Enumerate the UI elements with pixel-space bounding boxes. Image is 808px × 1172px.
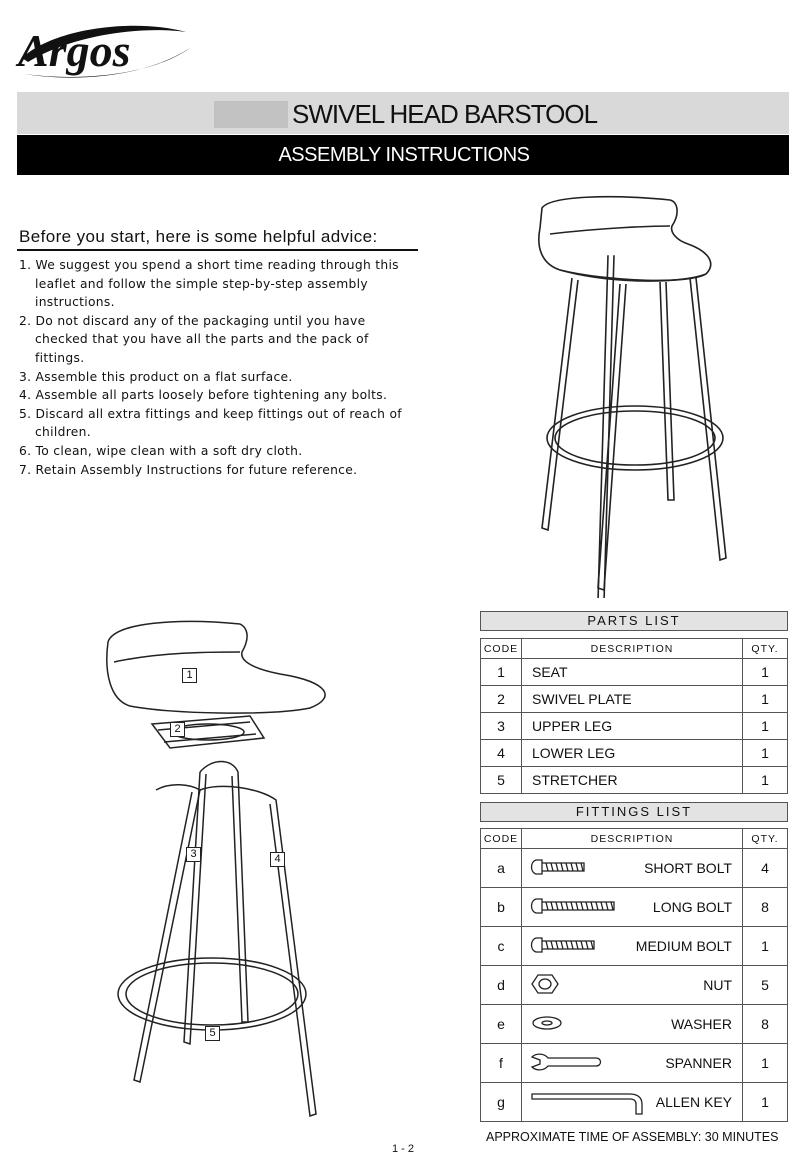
title-redaction xyxy=(214,101,288,128)
part-description: STRETCHER xyxy=(522,767,743,794)
short-bolt-icon xyxy=(530,854,590,880)
part-code: 3 xyxy=(481,713,522,740)
advice-item: 7. Retain Assembly Instructions for future reference. xyxy=(19,462,358,477)
fitting-qty: 1 xyxy=(743,1044,788,1083)
part-description: SWIVEL PLATE xyxy=(522,686,743,713)
fitting-code: c xyxy=(481,927,522,966)
advice-item: 5. Discard all extra fittings and keep fittings out of reach of children. xyxy=(19,406,402,440)
part-qty: 1 xyxy=(743,740,788,767)
part-description: UPPER LEG xyxy=(522,713,743,740)
washer-icon xyxy=(530,1010,564,1036)
fitting-description-cell xyxy=(522,927,743,966)
fitting-description: ALLEN KEY xyxy=(655,1094,732,1110)
fitting-qty: 8 xyxy=(743,1005,788,1044)
part-qty: 1 xyxy=(743,767,788,794)
fitting-description-cell xyxy=(522,1044,743,1083)
fitting-description-cell xyxy=(522,849,743,888)
logo-text: Argos xyxy=(18,25,131,76)
fitting-code: f xyxy=(481,1044,522,1083)
table-row xyxy=(481,1005,788,1044)
fitting-code: d xyxy=(481,966,522,1005)
fitting-description-cell xyxy=(522,1005,743,1044)
diagram-label-1: 1 xyxy=(182,668,197,683)
header-description: DESCRIPTION xyxy=(522,829,743,849)
fitting-description: SPANNER xyxy=(665,1055,732,1071)
part-code: 2 xyxy=(481,686,522,713)
diagram-label-2: 2 xyxy=(170,722,185,737)
page-subtitle: ASSEMBLY INSTRUCTIONS xyxy=(278,144,530,166)
table-row xyxy=(481,966,788,1005)
assembly-time: APPROXIMATE TIME OF ASSEMBLY: 30 MINUTES xyxy=(486,1130,779,1144)
parts-list-header xyxy=(481,639,788,659)
part-qty: 1 xyxy=(743,713,788,740)
page-number: 1 - 2 xyxy=(392,1143,415,1155)
long-bolt-icon xyxy=(530,893,620,919)
fitting-code: e xyxy=(481,1005,522,1044)
fitting-description: LONG BOLT xyxy=(652,899,732,915)
advice-item: 4. Assemble all parts loosely before tightening any bolts. xyxy=(19,388,388,403)
part-code: 5 xyxy=(481,767,522,794)
part-description: LOWER LEG xyxy=(522,740,743,767)
table-row xyxy=(481,927,788,966)
header-code: CODE xyxy=(481,829,522,849)
fitting-description-cell xyxy=(522,888,743,927)
advice-item: 3. Assemble this product on a flat surface. xyxy=(19,369,293,384)
assembled-stool-illustration xyxy=(520,188,770,598)
fitting-qty: 8 xyxy=(743,888,788,927)
table-row xyxy=(481,849,788,888)
advice-heading: Before you start, here is some helpful advice: xyxy=(19,227,378,246)
diagram-label-4: 4 xyxy=(270,852,285,867)
parts-list-table xyxy=(480,638,788,794)
fitting-qty: 5 xyxy=(743,966,788,1005)
advice-list xyxy=(19,256,419,479)
fitting-description: MEDIUM BOLT xyxy=(635,938,732,954)
allen-key-icon xyxy=(530,1088,650,1118)
fitting-qty: 4 xyxy=(743,849,788,888)
part-description: SEAT xyxy=(522,659,743,686)
advice-item: 2. Do not discard any of the packaging until you have checked that you have all the parts and the pack of fittings. xyxy=(19,313,369,365)
part-qty: 1 xyxy=(743,686,788,713)
fitting-description: NUT xyxy=(703,977,732,993)
table-row xyxy=(481,713,788,740)
diagram-label-5: 5 xyxy=(205,1026,220,1041)
header-qty: QTY. xyxy=(743,829,788,849)
part-code: 4 xyxy=(481,740,522,767)
page-title: SWIVEL HEAD BARSTOOL xyxy=(292,99,598,129)
fitting-description: SHORT BOLT xyxy=(644,860,732,876)
table-row xyxy=(481,740,788,767)
table-row xyxy=(481,1083,788,1122)
fitting-description-cell xyxy=(522,1083,743,1122)
table-row xyxy=(481,767,788,794)
parts-list-title: PARTS LIST xyxy=(480,611,788,631)
exploded-diagram xyxy=(100,612,340,1132)
medium-bolt-icon xyxy=(530,932,600,958)
header-description: DESCRIPTION xyxy=(522,639,743,659)
fitting-description-cell xyxy=(522,966,743,1005)
fitting-code: g xyxy=(481,1083,522,1122)
fitting-code: a xyxy=(481,849,522,888)
fitting-qty: 1 xyxy=(743,1083,788,1122)
fittings-list-title: FITTINGS LIST xyxy=(480,802,788,822)
fitting-description: WASHER xyxy=(671,1016,732,1032)
table-row xyxy=(481,1044,788,1083)
nut-icon xyxy=(530,971,560,997)
fitting-code: b xyxy=(481,888,522,927)
advice-item: 1. We suggest you spend a short time reading through this leaflet and follow the simple step-by-step assembly instructions. xyxy=(19,258,399,310)
table-row xyxy=(481,686,788,713)
header-qty: QTY. xyxy=(743,639,788,659)
advice-item: 6. To clean, wipe clean with a soft dry cloth. xyxy=(19,443,303,458)
fitting-qty: 1 xyxy=(743,927,788,966)
table-row xyxy=(481,659,788,686)
fittings-list-header xyxy=(481,829,788,849)
argos-logo xyxy=(14,8,194,88)
advice-divider xyxy=(17,249,418,251)
fittings-list-table xyxy=(480,828,788,1122)
part-qty: 1 xyxy=(743,659,788,686)
header-code: CODE xyxy=(481,639,522,659)
spanner-icon xyxy=(530,1049,604,1075)
part-code: 1 xyxy=(481,659,522,686)
diagram-label-3: 3 xyxy=(186,847,201,862)
table-row xyxy=(481,888,788,927)
